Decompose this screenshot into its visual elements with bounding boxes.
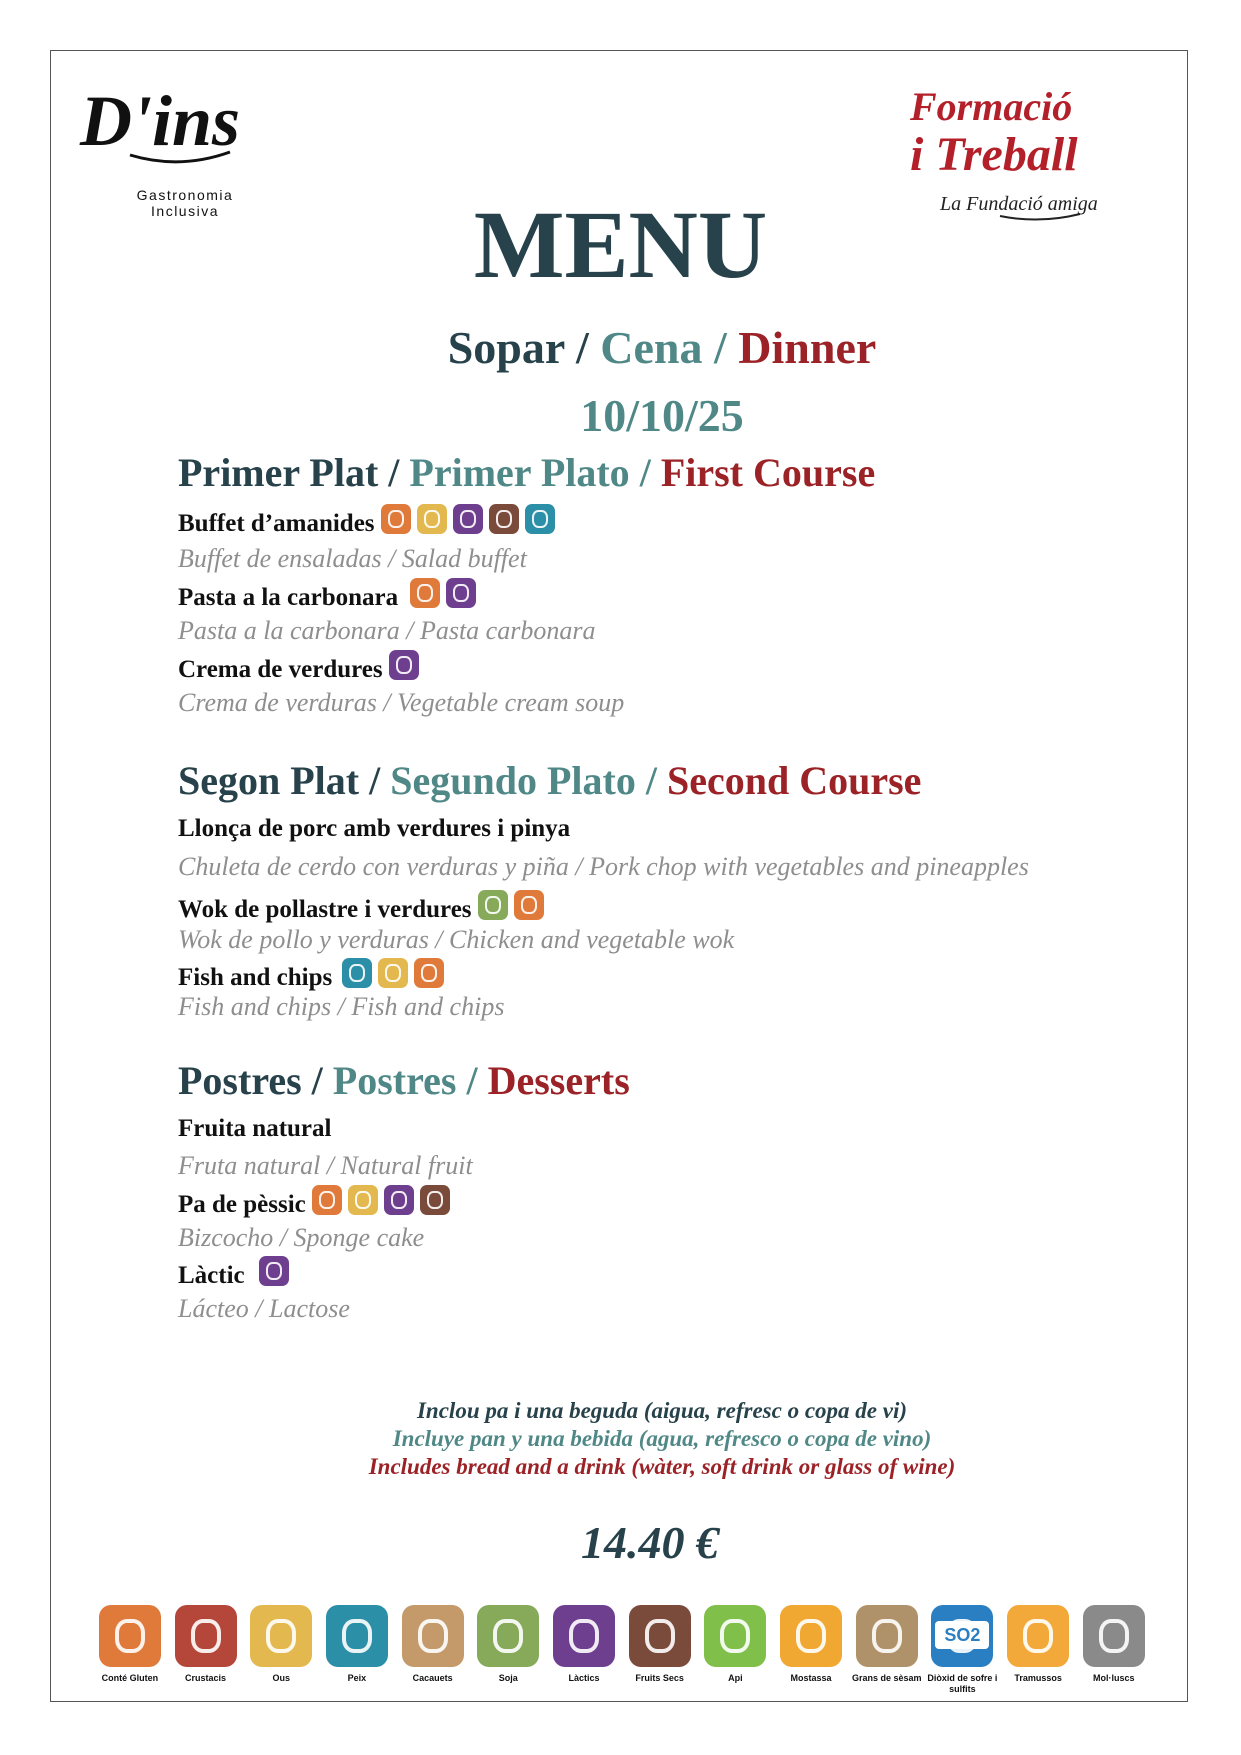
lactose-icon (384, 1185, 414, 1215)
dish-name-text: Pasta a la carbonara (178, 583, 399, 611)
sesame-icon (856, 1605, 918, 1667)
section-ca: Primer Plat (178, 450, 379, 495)
dish-translation: Fish and chips / Fish and chips (178, 992, 505, 1021)
so2-badge: SO2 (935, 1621, 989, 1649)
legend-lactose: Làctics (546, 1605, 622, 1715)
legend-soy: Soja (470, 1605, 546, 1715)
soy-icon (478, 890, 508, 920)
fish-icon (326, 1605, 388, 1667)
gluten-icon (514, 890, 544, 920)
dish-translation: Wok de pollo y verduras / Chicken and vegetable wok (178, 925, 735, 954)
dish-name-text: Làctic (178, 1261, 245, 1289)
legend-egg: Ous (243, 1605, 319, 1715)
dins-tagline-1: Gastronomia (136, 187, 234, 203)
meal-sep: / (564, 322, 601, 373)
lactose-icon (259, 1256, 289, 1286)
dish-name-text: Wok de pollastre i verdures (178, 895, 472, 923)
section-ca: Segon Plat (178, 758, 360, 803)
dish-translation: Lácteo / Lactose (178, 1294, 350, 1323)
egg-icon (417, 504, 447, 534)
fit-line-2: i Treball (910, 128, 1078, 181)
legend-peanuts: Cacauets (395, 1605, 471, 1715)
footer-note-ca: Inclou pa i una beguda (aigua, refresc o copa de vi) (416, 1398, 907, 1423)
section-en: First Course (660, 450, 876, 495)
menu-price: 14.40 € (581, 1517, 719, 1568)
meal-es: Cena (600, 322, 703, 373)
legend-gluten: Conté Gluten (92, 1605, 168, 1715)
nuts-icon (629, 1605, 691, 1667)
legend-crustaceans: Crustacis (168, 1605, 244, 1715)
section-es: Primer Plato (409, 450, 630, 495)
celery-icon (704, 1605, 766, 1667)
fish-icon (342, 958, 372, 988)
egg-icon (250, 1605, 312, 1667)
menu-date: 10/10/25 (580, 390, 744, 441)
legend-sulphites: SO2 Diòxid de sofre i sulfits (925, 1605, 1001, 1715)
legend-nuts: Fruits Secs (622, 1605, 698, 1715)
meal-en: Dinner (738, 322, 877, 373)
section-ca: Postres (178, 1058, 302, 1103)
dish-name (178, 1113, 331, 1145)
dish-translation: Pasta a la carbonara / Pasta carbonara (178, 616, 596, 645)
dins-tagline-2: Inclusiva (151, 203, 219, 219)
section-en: Desserts (487, 1058, 630, 1103)
dish-name-text: Fruita natural (178, 1115, 332, 1142)
dish-translation: Bizcocho / Sponge cake (178, 1223, 425, 1252)
section-heading-second-course: Segon Plat / Segundo Plato / Second Course (178, 758, 922, 803)
dish-name (178, 578, 476, 617)
legend-molluscs: Mol·luscs (1076, 1605, 1152, 1715)
meal-ca: Sopar (447, 322, 565, 373)
dish-translation: Fruta natural / Natural fruit (178, 1151, 473, 1180)
footer-note-es: Incluye pan y una bebida (agua, refresco o copa de vino) (392, 1426, 932, 1451)
dish-name-text: Llonça de porc amb verdures i pinya (178, 815, 571, 842)
legend-celery: Api (698, 1605, 774, 1715)
dish-name-text: Buffet d’amanides (178, 509, 375, 537)
nuts-icon (489, 504, 519, 534)
section-heading-first-course: Primer Plat / Primer Plato / First Course (178, 450, 876, 495)
gluten-icon (410, 578, 440, 608)
lupins-icon (1007, 1605, 1069, 1667)
dish-name (178, 504, 555, 543)
section-en: Second Course (666, 758, 922, 803)
lactose-icon (453, 504, 483, 534)
allergen-legend (92, 1605, 1152, 1715)
section-heading-desserts: Postres / Postres / Desserts (178, 1058, 630, 1103)
section-es: Segundo Plato (390, 758, 636, 803)
meal-sep: / (702, 322, 739, 373)
molluscs-icon (1083, 1605, 1145, 1667)
legend-sesame: Grans de sèsam (849, 1605, 925, 1715)
crustaceans-icon (175, 1605, 237, 1667)
dish-name-text: Crema de verdures (178, 655, 383, 683)
lactose-icon (389, 650, 419, 680)
legend-lupins: Tramussos (1000, 1605, 1076, 1715)
gluten-icon (312, 1185, 342, 1215)
section-es: Postres (332, 1058, 457, 1103)
peanuts-icon (402, 1605, 464, 1667)
soy-icon (477, 1605, 539, 1667)
gluten-icon (381, 504, 411, 534)
menu-title: MENU (473, 191, 768, 298)
dish-translation: Buffet de ensaladas / Salad buffet (178, 544, 527, 573)
meal-heading (0, 320, 1241, 376)
dish-name (178, 813, 570, 845)
legend-mustard: Mostassa (773, 1605, 849, 1715)
dish-name-text: Pa de pèssic (178, 1190, 306, 1218)
lactose-icon (446, 578, 476, 608)
fit-line-1: Formació (910, 84, 1073, 129)
gluten-icon (414, 958, 444, 988)
dish-name-text: Fish and chips (178, 963, 333, 991)
footer-note-en: Includes bread and a drink (wàter, soft drink or glass of wine) (368, 1454, 956, 1479)
dins-logo-text: D'ins (80, 81, 241, 161)
gluten-icon (99, 1605, 161, 1667)
egg-icon (348, 1185, 378, 1215)
lactose-icon (553, 1605, 615, 1667)
dish-name (178, 1185, 450, 1224)
dish-translation: Chuleta de cerdo con verduras y piña / Pork chop with vegetables and pineapples (178, 852, 1029, 881)
sulphites-icon (931, 1605, 993, 1667)
legend-fish: Peix (319, 1605, 395, 1715)
fish-icon (525, 504, 555, 534)
dish-name (178, 1256, 289, 1295)
egg-icon (378, 958, 408, 988)
dish-translation: Crema de verduras / Vegetable cream soup (178, 688, 625, 717)
dish-name (178, 650, 419, 689)
fit-tagline: La Fundació amiga (940, 193, 1098, 215)
nuts-icon (420, 1185, 450, 1215)
mustard-icon (780, 1605, 842, 1667)
